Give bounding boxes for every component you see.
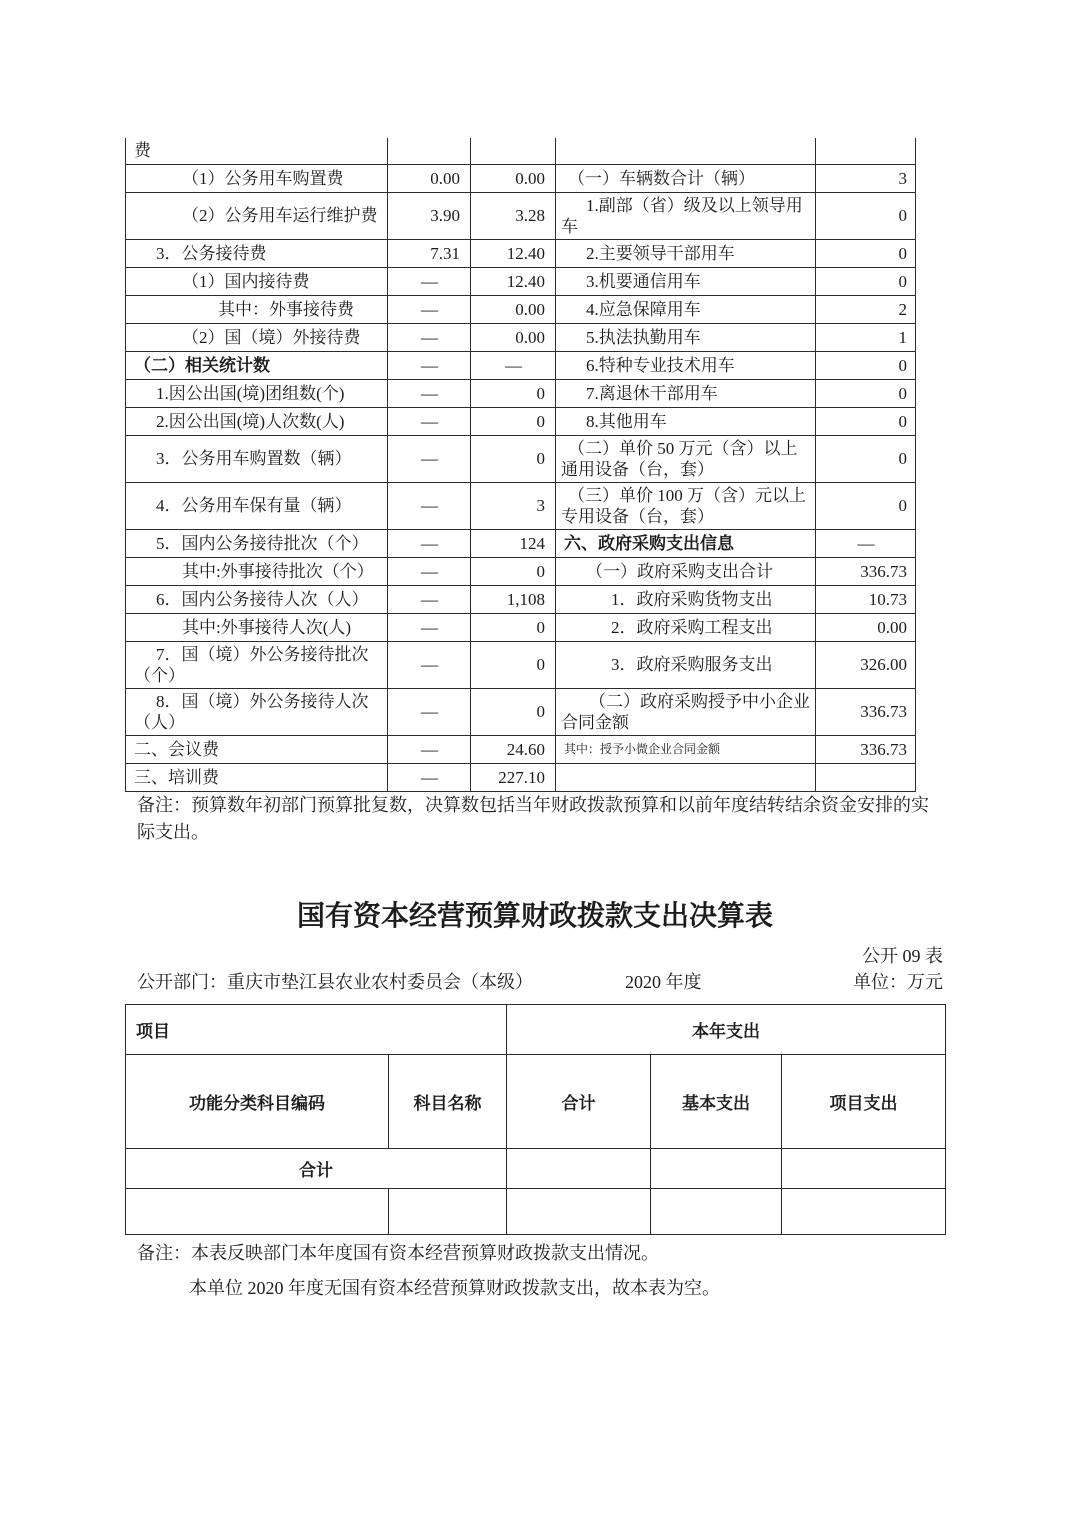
t1-final-value: 24.60 (471, 735, 556, 763)
header-project: 项目 (126, 1005, 507, 1055)
t1-left-label: （二）相关统计数 (126, 351, 388, 379)
t1-right-label: （一）政府采购支出合计 (556, 557, 816, 585)
table-row (126, 557, 916, 585)
empty-cell (782, 1189, 946, 1235)
t1-right-value: 0 (816, 239, 916, 267)
table-row (126, 239, 916, 267)
t1-right-label: （三）单价 100 万（含）元以上专用设备（台，套） (556, 482, 816, 529)
table-row (126, 1055, 946, 1149)
t1-left-label: （2）公务用车运行维护费 (126, 192, 388, 239)
t1-right-value: 3 (816, 164, 916, 192)
department-label: 公开部门：重庆市垫江县农业农村委员会（本级） (137, 972, 533, 992)
header-total: 合计 (507, 1055, 651, 1149)
t1-final-value: 0.00 (471, 323, 556, 351)
t1-final-value: — (471, 351, 556, 379)
empty-cell (651, 1189, 782, 1235)
header-project-expense: 项目支出 (782, 1055, 946, 1149)
t1-left-label: 1.因公出国(境)团组数(个) (126, 379, 388, 407)
t1-right-value (816, 138, 916, 164)
t1-right-label: 3．政府采购服务支出 (556, 641, 816, 688)
t1-right-value: 10.73 (816, 585, 916, 613)
fiscal-year-label: 2020 年度 (625, 972, 702, 992)
table-row (126, 138, 916, 164)
t1-right-label: 六、政府采购支出信息 (556, 529, 816, 557)
t1-left-label: 其中:外事接待人次(人) (126, 613, 388, 641)
t1-final-value: 0 (471, 407, 556, 435)
t1-budget-value: — (388, 735, 471, 763)
page-title: 国有资本经营预算财政拨款支出决算表 (296, 900, 773, 931)
t1-right-label: 1．政府采购货物支出 (556, 585, 816, 613)
t1-left-label: 二、会议费 (126, 735, 388, 763)
t1-right-value: 2 (816, 295, 916, 323)
t1-right-value: — (816, 529, 916, 557)
t1-left-label: 其中:外事接待批次（个） (126, 557, 388, 585)
table-meta-row (125, 968, 945, 998)
total-row-label: 合计 (126, 1149, 507, 1189)
t1-budget-value: — (388, 295, 471, 323)
header-subject-name: 科目名称 (389, 1055, 507, 1149)
table-row (126, 323, 916, 351)
t1-left-label: 三、培训费 (126, 763, 388, 791)
table2-note (137, 1240, 937, 1302)
t1-budget-value: — (388, 379, 471, 407)
empty-cell (389, 1189, 507, 1235)
t1-right-value: 0 (816, 351, 916, 379)
fees-statistics-table (125, 138, 916, 792)
t1-right-label: 3.机要通信用车 (556, 267, 816, 295)
empty-cell (507, 1149, 651, 1189)
t1-budget-value: — (388, 641, 471, 688)
header-year-expense: 本年支出 (507, 1005, 946, 1055)
t1-right-label: 5.执法执勤用车 (556, 323, 816, 351)
t1-budget-value: — (388, 351, 471, 379)
t1-right-value: 0 (816, 267, 916, 295)
t1-budget-value: — (388, 435, 471, 482)
t1-final-value: 0 (471, 435, 556, 482)
t1-right-label: （一）车辆数合计（辆） (556, 164, 816, 192)
t1-budget-value: — (388, 482, 471, 529)
table-row (126, 529, 916, 557)
empty-cell (782, 1149, 946, 1189)
t1-right-label: 2.主要领导干部用车 (556, 239, 816, 267)
t1-right-value (816, 763, 916, 791)
t1-right-value: 336.73 (816, 735, 916, 763)
t1-left-label: 2.因公出国(境)人次数(人) (126, 407, 388, 435)
t1-final-value: 0 (471, 641, 556, 688)
t1-left-label: 3．公务用车购置数（辆） (126, 435, 388, 482)
t1-right-value: 0 (816, 192, 916, 239)
t1-budget-value: 3.90 (388, 192, 471, 239)
empty-cell (507, 1189, 651, 1235)
t1-final-value: 3 (471, 482, 556, 529)
t1-right-value: 0 (816, 435, 916, 482)
t1-right-value: 0 (816, 407, 916, 435)
table-code-label: 公开 09 表 (862, 946, 943, 966)
t1-budget-value: — (388, 529, 471, 557)
t1-final-value: 3.28 (471, 192, 556, 239)
t1-right-label: 8.其他用车 (556, 407, 816, 435)
header-basic-expense: 基本支出 (651, 1055, 782, 1149)
t1-budget-value: — (388, 688, 471, 735)
t1-final-value: 0 (471, 379, 556, 407)
t1-left-label: 3．公务接待费 (126, 239, 388, 267)
t1-final-value: 12.40 (471, 239, 556, 267)
t1-right-value: 326.00 (816, 641, 916, 688)
table-row (126, 192, 916, 239)
table-row (126, 1149, 946, 1189)
t1-left-label: 7．国（境）外公务接待批次（个） (126, 641, 388, 688)
t1-final-value: 0.00 (471, 295, 556, 323)
table-row (126, 585, 916, 613)
t1-final-value: 0 (471, 557, 556, 585)
t1-left-label: 8．国（境）外公务接待人次（人） (126, 688, 388, 735)
t1-right-label: 6.特种专业技术用车 (556, 351, 816, 379)
t1-budget-value: 7.31 (388, 239, 471, 267)
t1-budget-value (388, 138, 471, 164)
t1-right-label: 其中：授予小微企业合同金额 (556, 735, 816, 763)
empty-cell (126, 1189, 389, 1235)
t1-right-value: 336.73 (816, 557, 916, 585)
t1-final-value (471, 138, 556, 164)
t1-final-value: 0 (471, 688, 556, 735)
table-row (126, 482, 916, 529)
t1-final-value: 12.40 (471, 267, 556, 295)
t1-budget-value: — (388, 613, 471, 641)
soc-budget-table (125, 1004, 946, 1235)
table-row (126, 267, 916, 295)
t1-left-label: 费 (126, 138, 388, 164)
table-row (126, 295, 916, 323)
t1-final-value: 227.10 (471, 763, 556, 791)
table1-note: 备注：预算数年初部门预算批复数，决算数包括当年财政拨款预算和以前年度结转结余资金安排的实际支出。 (137, 795, 929, 842)
t1-final-value: 0.00 (471, 164, 556, 192)
table-row (126, 735, 916, 763)
t1-left-label: 其中：外事接待费 (126, 295, 388, 323)
table-row (126, 435, 916, 482)
table-row (126, 641, 916, 688)
t1-right-label: 4.应急保障用车 (556, 295, 816, 323)
table-row (126, 407, 916, 435)
t1-left-label: 6．国内公务接待人次（人） (126, 585, 388, 613)
table-row (126, 613, 916, 641)
fees-statistics-table-body (126, 138, 916, 791)
t1-right-label: 1.副部（省）级及以上领导用车 (556, 192, 816, 239)
t1-final-value: 0 (471, 613, 556, 641)
t1-left-label: （2）国（境）外接待费 (126, 323, 388, 351)
table-row (126, 1189, 946, 1235)
t1-budget-value: — (388, 267, 471, 295)
t1-left-label: （1）公务用车购置费 (126, 164, 388, 192)
t1-budget-value: — (388, 557, 471, 585)
empty-cell (651, 1149, 782, 1189)
header-function-code: 功能分类科目编码 (126, 1055, 389, 1149)
t1-right-label (556, 763, 816, 791)
table-row (126, 1005, 946, 1055)
t1-right-label: （二）单价 50 万元（含）以上通用设备（台，套） (556, 435, 816, 482)
t1-right-label: 7.离退休干部用车 (556, 379, 816, 407)
t1-budget-value: — (388, 763, 471, 791)
table-row (126, 164, 916, 192)
t1-right-label (556, 138, 816, 164)
t1-budget-value: — (388, 323, 471, 351)
t1-budget-value: — (388, 585, 471, 613)
t1-right-value: 336.73 (816, 688, 916, 735)
t1-right-value: 0 (816, 482, 916, 529)
table-row (126, 763, 916, 791)
t1-left-label: 4．公务用车保有量（辆） (126, 482, 388, 529)
t1-right-label: 2．政府采购工程支出 (556, 613, 816, 641)
table2-note-line1: 备注：本表反映部门本年度国有资本经营预算财政拨款支出情况。 (137, 1243, 659, 1263)
t1-right-value: 0.00 (816, 613, 916, 641)
table2-note-line2: 本单位 2020 年度无国有资本经营预算财政拨款支出，故本表为空。 (189, 1278, 720, 1298)
t1-right-value: 1 (816, 323, 916, 351)
t1-budget-value: 0.00 (388, 164, 471, 192)
t1-final-value: 124 (471, 529, 556, 557)
t1-right-value: 0 (816, 379, 916, 407)
t1-budget-value: — (388, 407, 471, 435)
t1-final-value: 1,108 (471, 585, 556, 613)
t1-left-label: （1）国内接待费 (126, 267, 388, 295)
table-row (126, 351, 916, 379)
unit-label: 单位：万元 (853, 972, 943, 992)
table-row (126, 379, 916, 407)
table-row (126, 688, 916, 735)
t1-right-label: （二）政府采购授予中小企业合同金额 (556, 688, 816, 735)
t1-left-label: 5．国内公务接待批次（个） (126, 529, 388, 557)
